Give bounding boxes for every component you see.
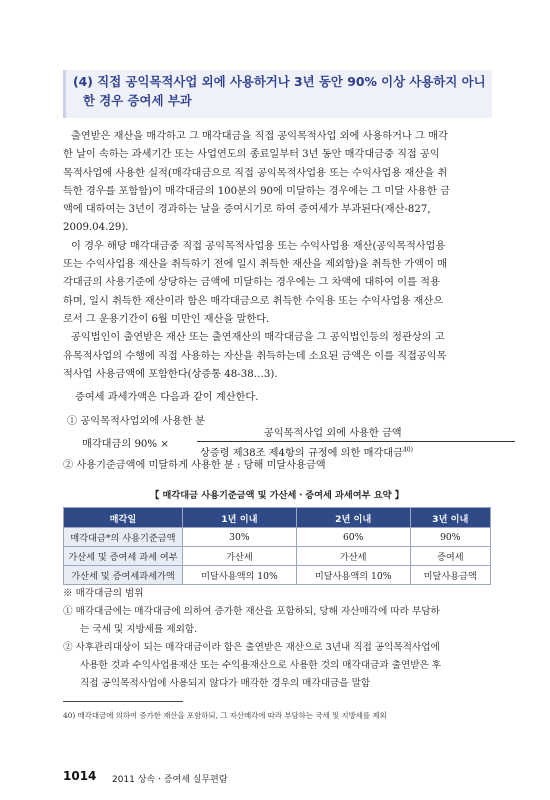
paragraph-2: [63, 238, 491, 329]
heading-line-2: 한 경우 증여세 부과: [83, 93, 192, 108]
body-text: [63, 128, 491, 432]
text-line: 공익법인이 출연받은 재산 또는 출연재산의 매각대금을 그 공익법인등의 정관상의 고: [71, 332, 445, 344]
text-line: 유목적사업의 수행에 직접 사용하는 자산을 취득하는데 소요된 금액은 이를 직접공익목: [63, 350, 447, 362]
formula: [82, 424, 502, 460]
footnote: 40) 매각대금에 의하여 증가한 재산을 포함하되, 그 자산매각에 따라 부담하는 국세 및 지방세를 제외: [63, 711, 387, 720]
text-line: 각대금의 사용기준에 상당하는 금액에 미달하는 경우에는 그 차액에 대하여 이를 적용: [63, 277, 440, 289]
notes-title: ※ 매각대금의 범위: [63, 588, 144, 599]
table-cell: 가산세: [296, 547, 410, 566]
note-2-line-3: 직접 공익목적사업에 사용되지 않다가 매각한 경우의 매각대금을 말함: [80, 678, 371, 689]
row-header: 가산세 및 증여세과세가액: [64, 566, 183, 585]
table-cell: 가산세: [183, 547, 297, 566]
list-item-1: ① 공익목적사업외에 사용한 분: [67, 416, 205, 428]
table-cell: 60%: [296, 528, 410, 547]
paragraph-3: [63, 329, 491, 384]
table-row: [64, 547, 491, 566]
note-2-line-2: 사용한 것과 수익사업용재산 또는 수익용재산으로 사용한 것의 매각대금과 출연받은 후: [80, 660, 442, 671]
fraction-bar: [197, 441, 515, 442]
text-line: 이 경우 해당 매각대금중 직접 공익목적사업용 또는 수익사업용 재산(공익목적사업용: [71, 240, 446, 252]
footnote-divider: [63, 701, 183, 702]
table-cell: 30%: [183, 528, 297, 547]
column-header: 1년 이내: [183, 508, 297, 528]
text-line: 하며, 일시 취득한 재산이라 함은 매각대금으로 취득한 수익용 또는 수익사업용 재산으: [63, 295, 444, 307]
denominator-text: 상증령 제38조 제4항의 규정에 의한 매각대금: [200, 448, 403, 459]
note-1-line-1: ① 매각대금에는 매각대금에 의하여 증가한 재산을 포함하되, 당해 자산매각에 따라 부담하: [63, 606, 440, 617]
table-cell: 미달사용액의 10%: [296, 566, 410, 585]
heading-line-1: (4) 직접 공익목적사업 외에 사용하거나 3년 동안 90% 이상 사용하지 아니: [73, 74, 486, 89]
table-row: [64, 528, 491, 547]
column-header: 3년 이내: [410, 508, 490, 528]
table-row: [64, 566, 491, 585]
summary-table: [63, 507, 491, 585]
text-line: 목적사업에 사용한 실적(매각대금으로 직접 공익목적사업용 또는 수익사업용 재산을 취: [63, 167, 448, 179]
table-notes: [63, 585, 491, 693]
table-cell: 증여세: [410, 547, 490, 566]
column-header: 2년 이내: [296, 508, 410, 528]
text-line: 로서 그 운용기간이 6월 미만인 재산을 말한다.: [63, 313, 270, 325]
text-line: 2009.04.29).: [63, 222, 129, 234]
formula-numerator: 공익목적사업 외에 사용한 금액: [264, 428, 402, 439]
table-header-row: [64, 508, 491, 528]
row-header: 가산세 및 증여세 과세 여부: [64, 547, 183, 566]
running-footer: 2011 상속ㆍ증여세 실무편람: [112, 775, 228, 785]
note-2-line-1: ② 사후관리대상이 되는 매각대금이라 함은 출연받은 재산으로 3년내 직접 공익목적사업에: [63, 642, 440, 653]
text-line: 액에 대하여는 3년이 경과하는 날을 증여시기로 하여 증여세가 부과된다(재산-827,: [63, 204, 431, 216]
text-line: 적사업 사용금액에 포함한다(상증통 48-38…3).: [63, 368, 278, 380]
page-number: 1014: [63, 769, 97, 783]
text-line: 출연받은 재산을 매각하고 그 매각대금을 직접 공익목적사업 외에 사용하거나 그 매각: [71, 131, 448, 142]
text-line: 득한 경우를 포함함)이 매각대금의 100분의 90에 미달하는 경우에는 그 미달 사용한 금: [63, 185, 450, 197]
table-cell: 미달사용금액: [410, 566, 490, 585]
list-item-2: ② 사용기준금액에 미달하게 사용한 분 : 당해 미달사용금액: [63, 460, 326, 471]
table-cell: 미달사용액의 10%: [183, 566, 297, 585]
formula-lhs: 매각대금의 90% ×: [82, 439, 169, 450]
text-line: 한 날이 속하는 과세기간 또는 사업연도의 종료일부터 3년 동안 매각대금중 직접 공익: [63, 149, 440, 161]
table-cell: 90%: [410, 528, 490, 547]
column-header: 매각일: [64, 508, 183, 528]
paragraph-1: [63, 128, 491, 238]
paragraph-4: 증여세 과세가액은 다음과 같이 계산한다.: [75, 392, 259, 404]
row-header: 매각대금*의 사용기준금액: [64, 528, 183, 547]
section-heading: [73, 72, 488, 110]
note-1-line-2: 는 국세 및 지방세를 제외함.: [80, 624, 198, 635]
footnote-mark: 40): [402, 446, 413, 454]
table-title: 【 매각대금 사용기준금액 및 가산세ㆍ증여세 과세여부 요약 】: [150, 490, 404, 501]
text-line: 또는 수익사업용 재산을 취득하기 전에 일시 취득한 재산을 제외함)을 취득한 가액이 매: [63, 259, 448, 271]
